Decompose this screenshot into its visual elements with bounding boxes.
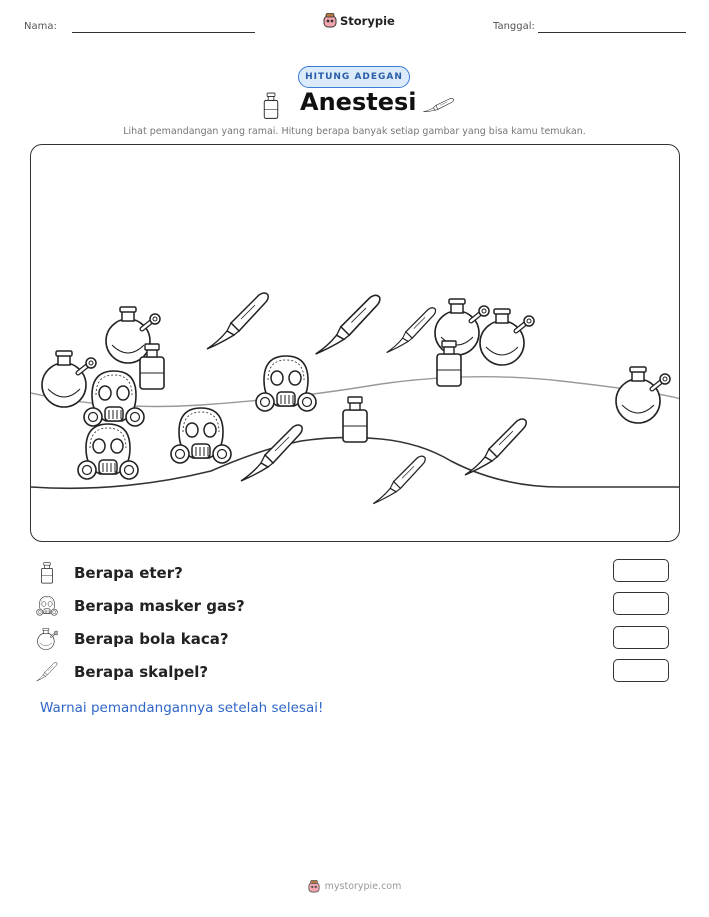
page-title: Anestesi bbox=[300, 88, 417, 116]
scalpel-icon bbox=[465, 419, 526, 475]
name-label: Nama: bbox=[24, 21, 57, 32]
answer-box-gas-mask[interactable] bbox=[613, 592, 669, 615]
glass-flask-icon bbox=[42, 351, 96, 407]
scalpel-icon bbox=[387, 308, 436, 353]
question-text: Berapa masker gas? bbox=[74, 597, 245, 615]
gas-mask-icon bbox=[256, 356, 316, 411]
name-field[interactable] bbox=[72, 32, 255, 33]
date-label: Tanggal: bbox=[493, 21, 535, 32]
ether-bottle-icon bbox=[39, 560, 55, 586]
answer-box-scalpel[interactable] bbox=[613, 659, 669, 682]
gas-mask-icon bbox=[84, 371, 144, 426]
gas-mask-icon bbox=[36, 594, 58, 618]
scalpel-icon bbox=[316, 295, 380, 354]
scalpel-icon bbox=[241, 425, 302, 481]
glass-flask-icon bbox=[480, 309, 534, 365]
gas-mask-icon bbox=[171, 408, 231, 463]
gas-mask-icon bbox=[78, 424, 138, 479]
scalpel-icon bbox=[421, 93, 455, 117]
date-field[interactable] bbox=[538, 32, 686, 33]
footer-url: mystorypie.com bbox=[324, 881, 402, 892]
answer-box-flask[interactable] bbox=[613, 626, 669, 649]
brand-logo bbox=[323, 13, 395, 28]
answer-box-ether[interactable] bbox=[613, 559, 669, 582]
question-text: Berapa skalpel? bbox=[74, 663, 209, 681]
storypie-mascot-icon bbox=[323, 13, 337, 28]
storypie-mascot-icon bbox=[308, 880, 320, 893]
question-text: Berapa eter? bbox=[74, 564, 183, 582]
scalpel-icon bbox=[207, 293, 268, 349]
question-gas-mask bbox=[36, 592, 245, 620]
ether-bottle-icon bbox=[262, 91, 280, 121]
question-flask bbox=[36, 625, 229, 653]
section-badge: HITUNG ADEGAN bbox=[298, 66, 410, 88]
brand-name: Storypie bbox=[340, 13, 395, 28]
counting-scene bbox=[30, 144, 680, 542]
scalpel-icon bbox=[36, 659, 58, 685]
question-ether bbox=[36, 559, 183, 587]
question-scalpel bbox=[36, 658, 208, 686]
glass-flask-icon bbox=[36, 627, 58, 651]
footer bbox=[0, 880, 709, 893]
question-text: Berapa bola kaca? bbox=[74, 630, 229, 648]
ether-bottle-icon bbox=[343, 397, 367, 442]
scalpel-icon bbox=[373, 456, 425, 504]
scene-illustration bbox=[31, 145, 680, 542]
coloring-instruction: Warnai pemandangannya setelah selesai! bbox=[40, 700, 324, 716]
instructions: Lihat pemandangan yang ramai. Hitung berapa banyak setiap gambar yang bisa kamu temukan. bbox=[123, 126, 586, 137]
